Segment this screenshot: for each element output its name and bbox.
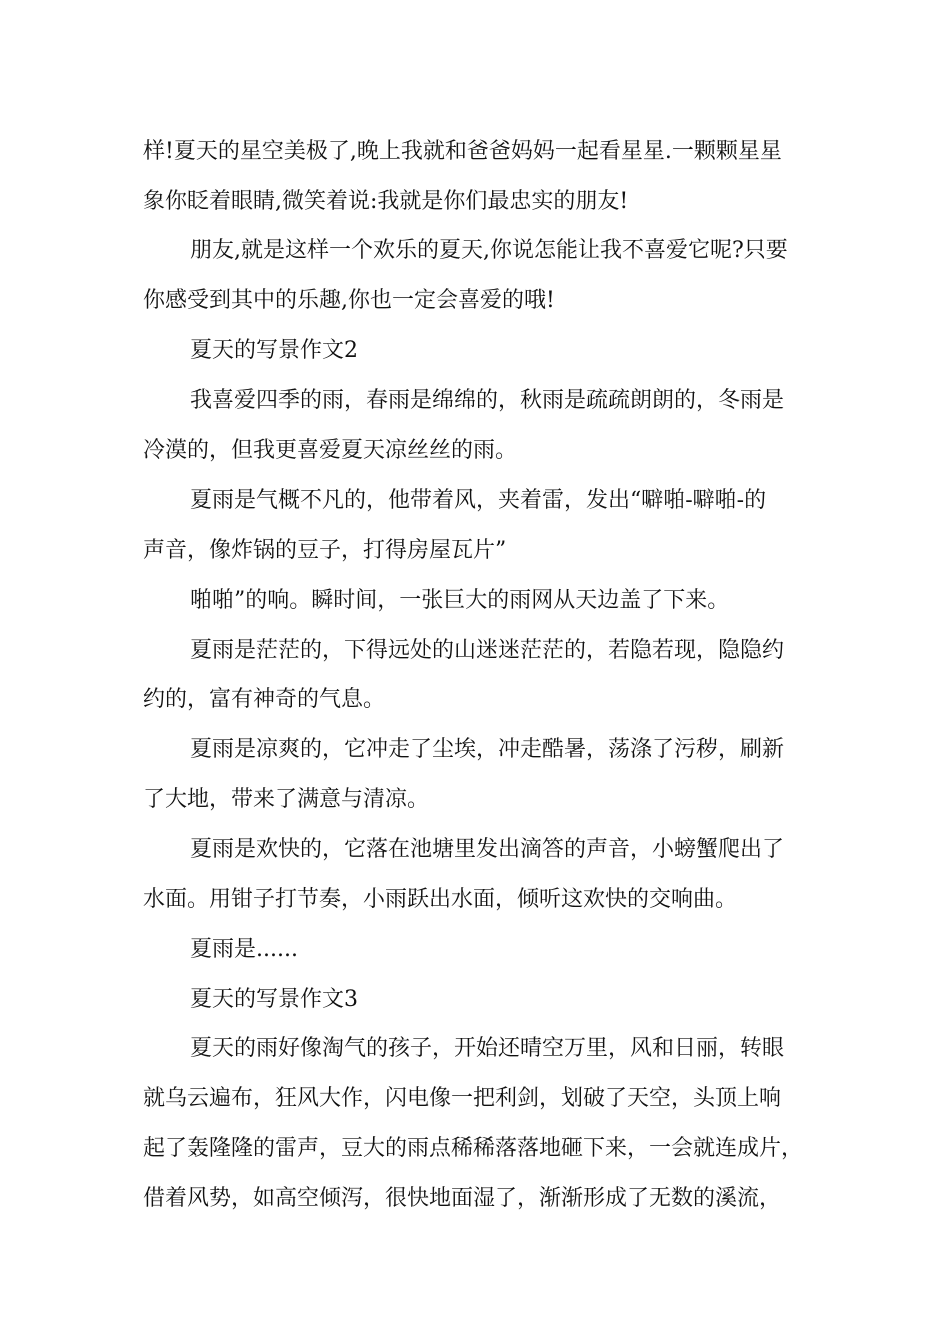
section-heading: 夏天的写景作文2 [190, 338, 358, 363]
text-line: 你感受到其中的乐趣,你也一定会喜爱的哦! [143, 288, 555, 313]
text-line: 水面。用钳子打节奏，小雨跃出水面，倾听这欢快的交响曲。 [143, 887, 738, 912]
text-line: 啪啪”的响。瞬时间，一张巨大的雨网从天边盖了下来。 [190, 588, 730, 613]
text-line: 朋友,就是这样一个欢乐的夏天,你说怎能让我不喜爱它呢?只要 [190, 238, 788, 263]
text-line: 起了轰隆隆的雷声，豆大的雨点稀稀落落地砸下来，一会就连成片， [143, 1136, 804, 1161]
text-line: 夏天的雨好像淘气的孩子，开始还晴空万里，风和日丽，转眼 [190, 1036, 785, 1061]
text-line: 约的，富有神奇的气息。 [143, 687, 386, 712]
text-line: 象你眨着眼睛,微笑着说:我就是你们最忠实的朋友! [143, 189, 629, 214]
text-line: 了大地，带来了满意与清凉。 [143, 787, 430, 812]
text-line: 样!夏天的星空美极了,晚上我就和爸爸妈妈一起看星星.一颗颗星星 [143, 139, 782, 164]
text-line: 夏雨是气概不凡的，他带着风，夹着雷，发出“噼啪-噼啪-的 [190, 488, 767, 513]
text-line: 夏雨是...... [190, 937, 298, 962]
text-line: 我喜爱四季的雨，春雨是绵绵的，秋雨是疏疏朗朗的，冬雨是 [190, 388, 785, 413]
text-line: 声音，像炸锅的豆子，打得房屋瓦片” [143, 538, 507, 563]
text-line: 冷漠的，但我更喜爱夏天凉丝丝的雨。 [143, 438, 518, 463]
section-heading: 夏天的写景作文3 [190, 987, 358, 1012]
text-line: 夏雨是欢快的，它落在池塘里发出滴答的声音，小螃蟹爬出了 [190, 837, 785, 862]
text-line: 夏雨是凉爽的，它冲走了尘埃，冲走酷暑，荡涤了污秽，刷新 [190, 737, 785, 762]
text-line: 就乌云遍布，狂风大作，闪电像一把利剑，划破了天空，头顶上响 [143, 1086, 782, 1111]
text-line: 夏雨是茫茫的，下得远处的山迷迷茫茫的，若隐若现，隐隐约 [190, 638, 785, 663]
text-line: 借着风势，如高空倾泻，很快地面湿了，渐渐形成了无数的溪流， [143, 1186, 782, 1211]
